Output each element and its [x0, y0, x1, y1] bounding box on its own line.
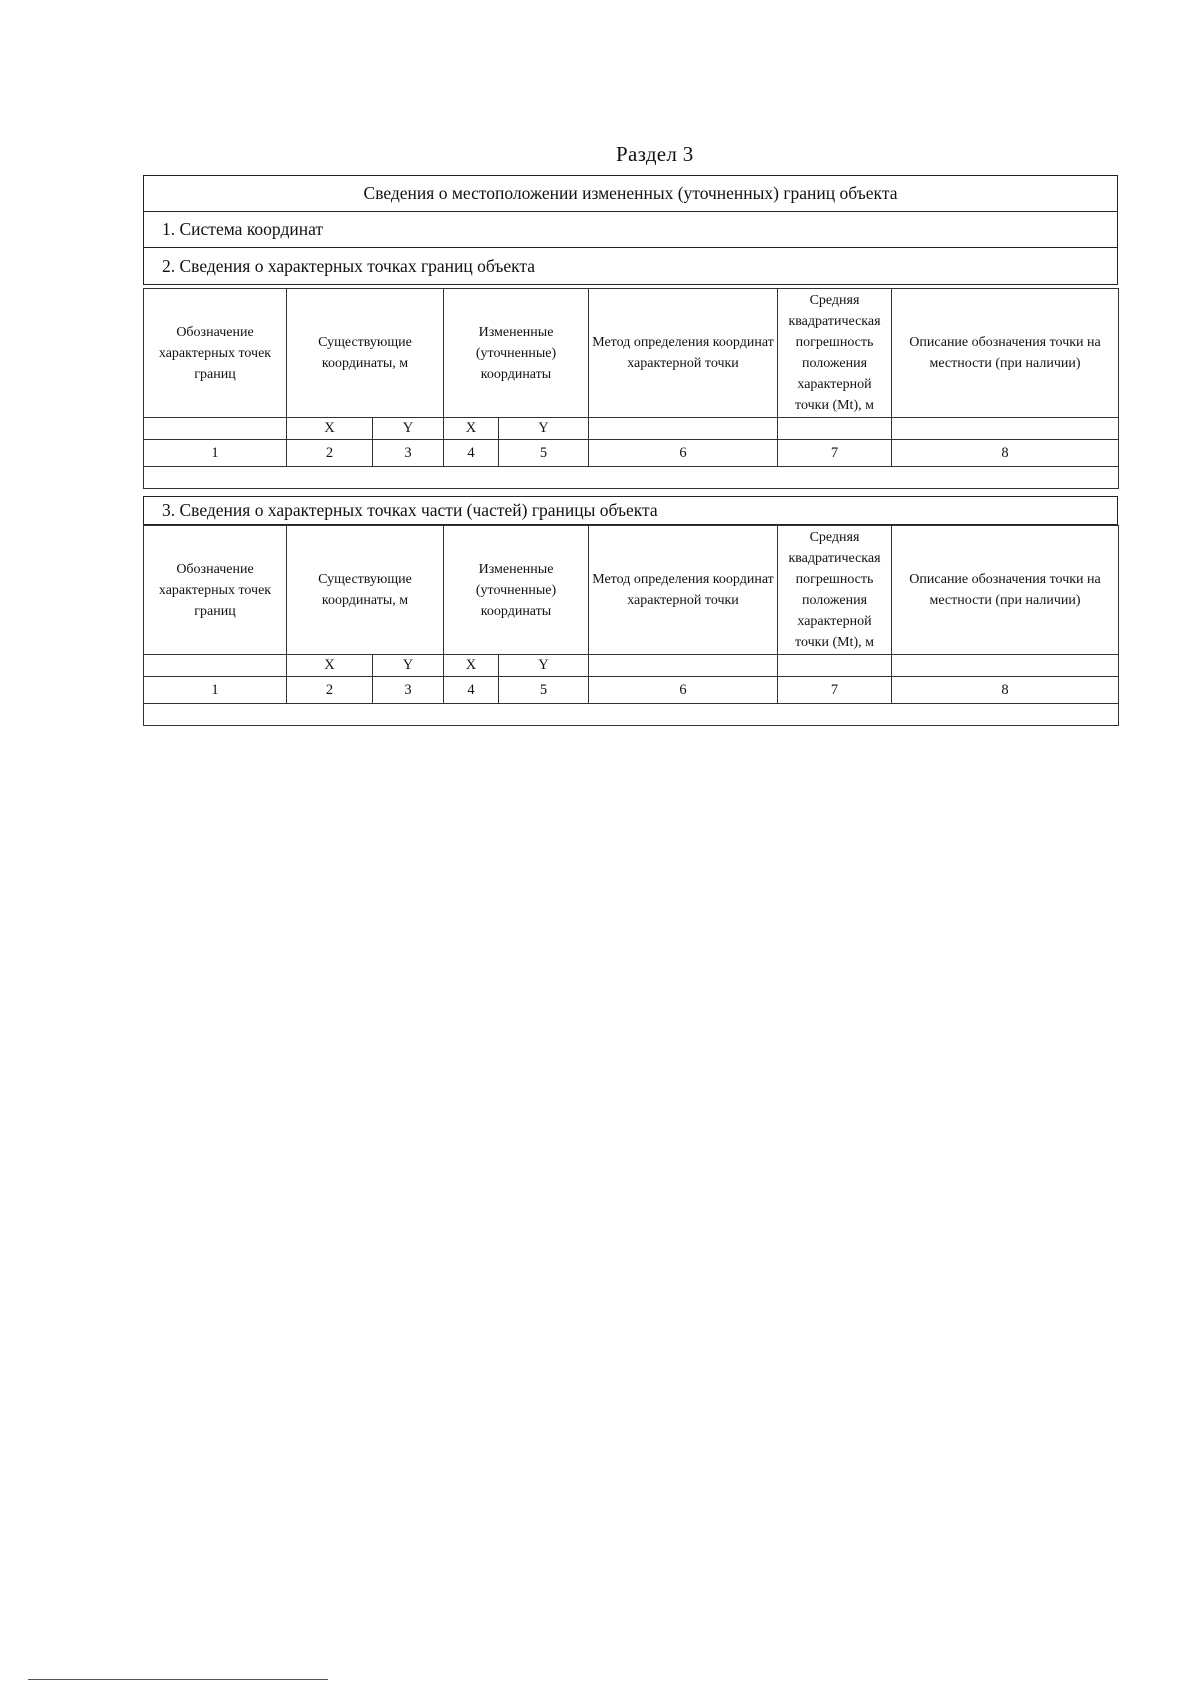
column-number: 1: [144, 677, 287, 704]
column-number-row: [144, 440, 1119, 467]
axis-row: [144, 655, 1119, 677]
axis-x-existing: X: [287, 418, 373, 440]
axis-cell-empty: [892, 418, 1119, 440]
points-info-label: 2. Сведения о характерных точках границ объекта: [162, 255, 536, 276]
axis-cell-empty: [589, 418, 778, 440]
coord-system-row: [144, 212, 1117, 248]
table-empty-row: [144, 704, 1119, 726]
header-changed-coords: Измененные (уточненные) координаты: [444, 526, 589, 655]
column-number: 2: [287, 677, 373, 704]
column-number: 4: [444, 440, 499, 467]
table-header-row: [144, 526, 1119, 655]
parts-info-row: [144, 497, 1117, 524]
column-number: 5: [499, 677, 589, 704]
block-title: Сведения о местоположении измененных (уточненных) границ объекта: [363, 183, 898, 203]
parts-info-label: 3. Сведения о характерных точках части (частей) границы объекта: [162, 500, 658, 520]
boundary-info-block: [143, 175, 1118, 285]
axis-cell-empty: [589, 655, 778, 677]
points-info-row: [144, 248, 1117, 284]
axis-cell-empty: [144, 418, 287, 440]
column-number: 1: [144, 440, 287, 467]
scan-edge-line: [28, 1679, 328, 1680]
axis-y-existing: Y: [373, 418, 444, 440]
header-designation: Обозначение характерных точек границ: [144, 289, 287, 418]
empty-cell: [144, 704, 1119, 726]
axis-x-changed: X: [444, 655, 499, 677]
axis-x-existing: X: [287, 655, 373, 677]
points-table: [143, 288, 1119, 489]
column-number: 8: [892, 677, 1119, 704]
column-number: 3: [373, 677, 444, 704]
axis-cell-empty: [144, 655, 287, 677]
axis-y-changed: Y: [499, 655, 589, 677]
column-number: 7: [778, 677, 892, 704]
header-method: Метод определения координат характерной точки: [589, 289, 778, 418]
axis-row: [144, 418, 1119, 440]
header-method: Метод определения координат характерной точки: [589, 526, 778, 655]
column-number-row: [144, 677, 1119, 704]
empty-cell: [144, 467, 1119, 489]
parts-table: [143, 525, 1119, 726]
axis-cell-empty: [778, 418, 892, 440]
header-description: Описание обозначения точки на местности (при наличии): [892, 526, 1119, 655]
header-existing-coords: Существующие координаты, м: [287, 289, 444, 418]
column-number: 8: [892, 440, 1119, 467]
axis-cell-empty: [892, 655, 1119, 677]
axis-cell-empty: [778, 655, 892, 677]
column-number: 6: [589, 677, 778, 704]
axis-y-changed: Y: [499, 418, 589, 440]
column-number: 7: [778, 440, 892, 467]
header-designation: Обозначение характерных точек границ: [144, 526, 287, 655]
column-number: 3: [373, 440, 444, 467]
column-number: 6: [589, 440, 778, 467]
block-title-row: [144, 176, 1117, 212]
column-number: 5: [499, 440, 589, 467]
column-number: 2: [287, 440, 373, 467]
section-title: Раздел 3: [616, 142, 694, 166]
column-number: 4: [444, 677, 499, 704]
header-changed-coords: Измененные (уточненные) координаты: [444, 289, 589, 418]
table-header-row: [144, 289, 1119, 418]
axis-x-changed: X: [444, 418, 499, 440]
parts-info-block: [143, 496, 1118, 525]
header-error: Средняя квадратическая погрешность положения характерной точки (Mt), м: [778, 526, 892, 655]
header-description: Описание обозначения точки на местности (при наличии): [892, 289, 1119, 418]
header-existing-coords: Существующие координаты, м: [287, 526, 444, 655]
header-error: Средняя квадратическая погрешность положения характерной точки (Mt), м: [778, 289, 892, 418]
table-empty-row: [144, 467, 1119, 489]
axis-y-existing: Y: [373, 655, 444, 677]
coord-system-label: 1. Система координат: [162, 219, 324, 239]
